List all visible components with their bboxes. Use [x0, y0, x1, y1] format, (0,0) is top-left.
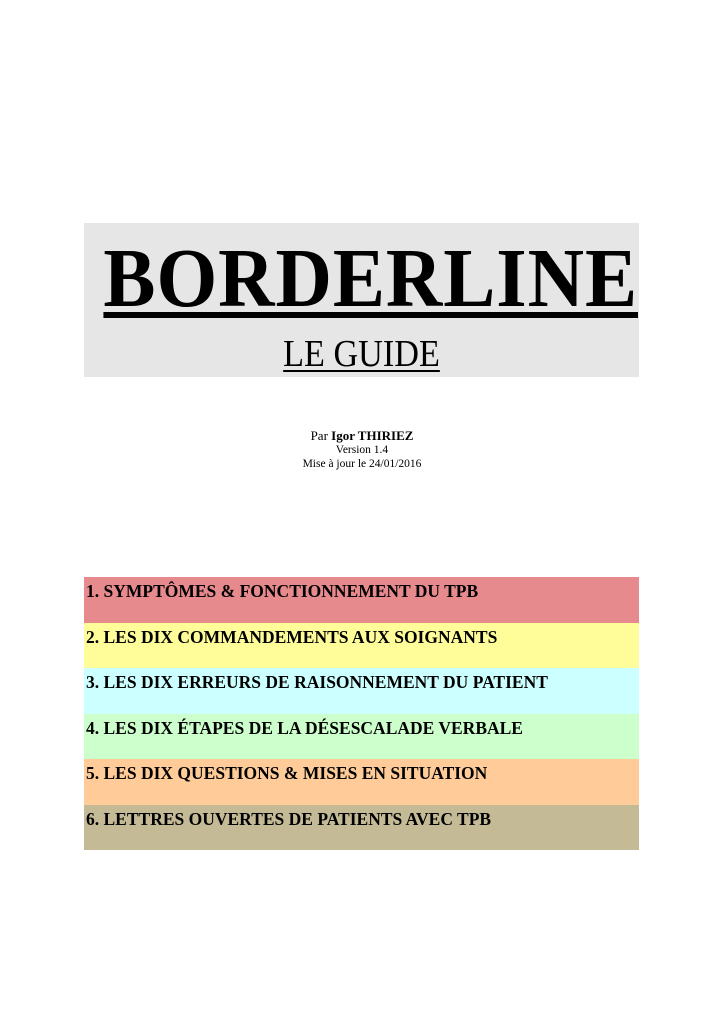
author-name: Igor THIRIEZ [331, 428, 414, 443]
toc-section-4[interactable]: 4. LES DIX ÉTAPES DE LA DÉSESCALADE VERBALE [84, 714, 639, 760]
document-title-text: BORDERLINE [103, 232, 638, 325]
document-subtitle-text: LE GUIDE [283, 333, 440, 375]
version-label: Version 1.4 [335, 444, 389, 456]
title-block [84, 223, 639, 377]
toc-section-6[interactable]: 6. LETTRES OUVERTES DE PATIENTS AVEC TPB [84, 805, 639, 851]
toc-section-5[interactable]: 5. LES DIX QUESTIONS & MISES EN SITUATION [84, 759, 639, 805]
update-date: Mise à jour le 24/01/2016 [302, 458, 422, 470]
author-prefix: Par [310, 428, 328, 443]
author-line [0, 428, 724, 443]
table-of-contents [84, 577, 639, 850]
author-block [0, 428, 724, 471]
toc-section-3[interactable]: 3. LES DIX ERREURS DE RAISONNEMENT DU PATIENT [84, 668, 639, 714]
toc-section-1[interactable]: 1. SYMPTÔMES & FONCTIONNEMENT DU TPB [84, 577, 639, 623]
document-title [103, 232, 638, 325]
toc-section-2[interactable]: 2. LES DIX COMMANDEMENTS AUX SOIGNANTS [84, 623, 639, 669]
document-subtitle [112, 335, 612, 373]
